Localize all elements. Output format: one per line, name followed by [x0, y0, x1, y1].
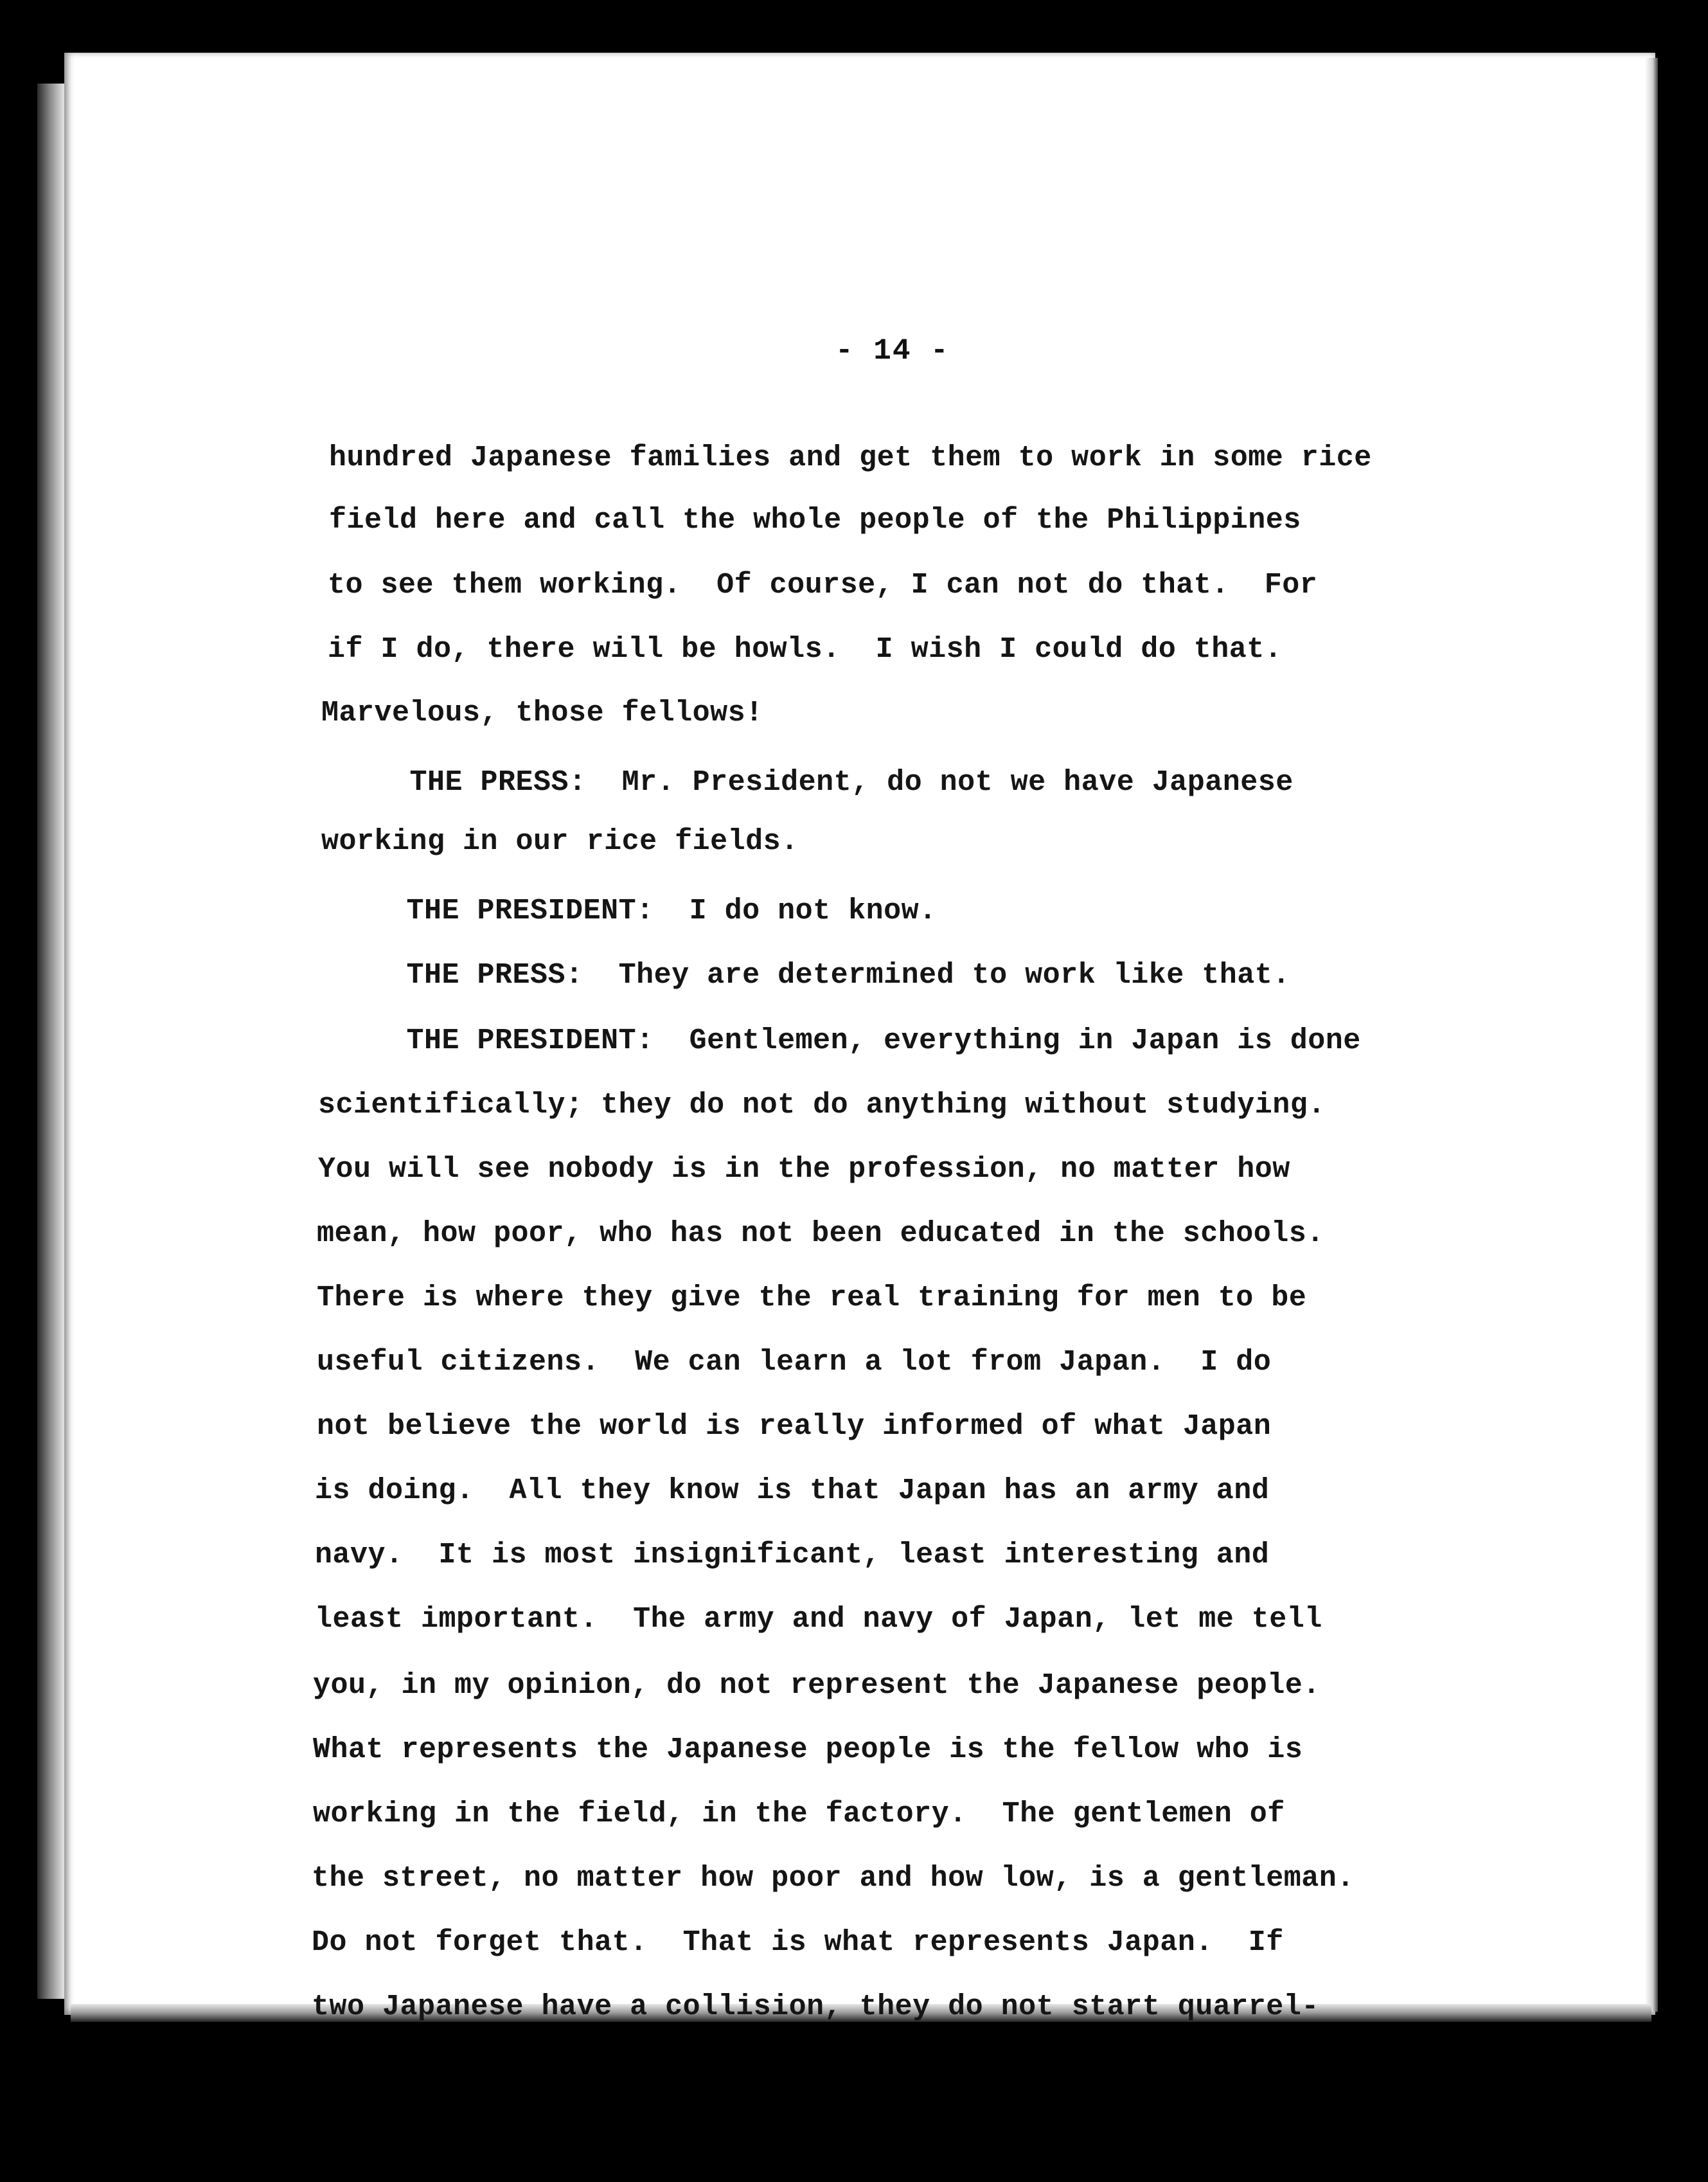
text-line: if I do, there will be howls. I wish I could do that.	[328, 633, 1283, 666]
text-line: There is where they give the real training for men to be	[317, 1282, 1307, 1314]
text-line: not believe the world is really informed of what Japan	[317, 1410, 1272, 1443]
text-line: Marvelous, those fellows!	[321, 697, 763, 729]
text-line: is doing. All they know is that Japan has an army and	[315, 1474, 1270, 1507]
text-line: to see them working. Of course, I can not do that. For	[328, 569, 1318, 602]
text-line: you, in my opinion, do not represent the Japanese people.	[313, 1669, 1321, 1702]
text-line: working in the field, in the factory. The gentlemen of	[313, 1798, 1285, 1830]
page-number: - 14 -	[835, 334, 950, 368]
text-line: What represents the Japanese people is the fellow who is	[313, 1733, 1303, 1766]
text-line: THE PRESS: They are determined to work like that.	[318, 959, 1290, 992]
text-line: You will see nobody is in the profession, no matter how	[318, 1153, 1290, 1186]
text-line: navy. It is most insignificant, least interesting and	[315, 1539, 1270, 1571]
text-line: working in our rice fields.	[321, 825, 799, 858]
text-line: field here and call the whole people of the Philippines	[329, 504, 1301, 537]
text-line: THE PRESS: Mr. President, do not we have Japanese	[321, 766, 1294, 799]
text-line: hundred Japanese families and get them to work in some rice	[329, 442, 1372, 474]
text-line: the street, no matter how poor and how low, is a gentleman.	[312, 1862, 1355, 1895]
text-line: scientifically; they do not do anything without studying.	[318, 1089, 1326, 1122]
text-line: useful citizens. We can learn a lot from Japan. I do	[317, 1346, 1272, 1379]
text-line: Do not forget that. That is what represents Japan. If	[312, 1926, 1284, 1959]
text-line: least important. The army and navy of Japan, let me tell	[315, 1603, 1322, 1636]
sheet-right-edge	[1645, 58, 1658, 2012]
text-line: THE PRESIDENT: I do not know.	[318, 895, 937, 927]
text-line: THE PRESIDENT: Gentlemen, everything in Japan is done	[318, 1024, 1361, 1057]
text-line: mean, how poor, who has not been educated in the schools.	[317, 1217, 1324, 1250]
text-line: two Japanese have a collision, they do not start quarrel-	[312, 1990, 1319, 2023]
